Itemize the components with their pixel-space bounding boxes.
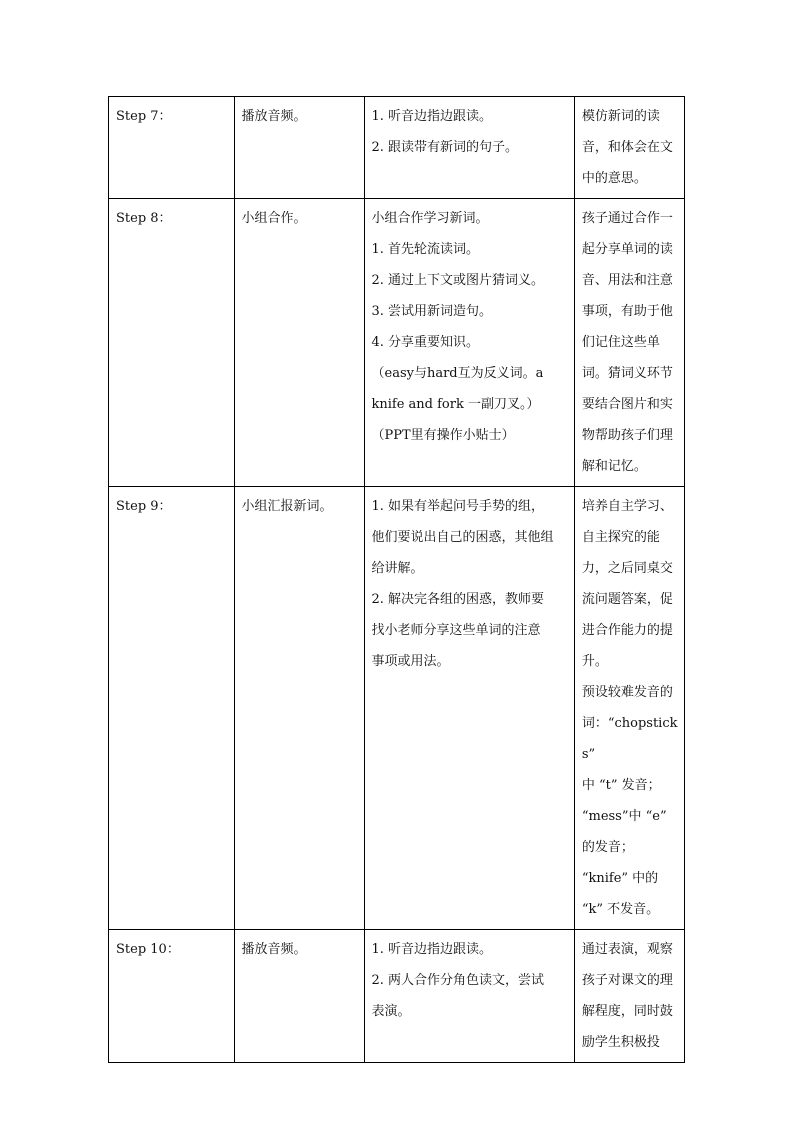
lesson-plan-body	[109, 97, 685, 1063]
purpose-line: 音，和体会在文	[581, 140, 673, 155]
detail-line: 4. 分享重要知识。	[371, 335, 480, 350]
step-cell	[109, 487, 235, 930]
detail-cell	[364, 487, 574, 930]
table-row	[109, 199, 685, 487]
purpose-line: 孩子对课文的理	[581, 973, 673, 988]
purpose-line: 事项，有助于他	[581, 304, 673, 319]
step-cell	[109, 97, 235, 199]
detail-line: 2. 两人合作分角色读文，尝试	[371, 973, 545, 988]
purpose-cell	[574, 487, 684, 930]
purpose-line: “mess”中 “e”	[581, 809, 667, 824]
purpose-cell	[574, 199, 684, 487]
purpose-line: 进合作能力的提	[581, 623, 673, 638]
detail-line: 2. 解决完各组的困惑，教师要	[371, 592, 545, 607]
purpose-line: 励学生积极投	[581, 1035, 660, 1050]
detail-line: （easy与hard互为反义词。a	[371, 366, 544, 381]
purpose-line: 力，之后同桌交	[581, 561, 673, 576]
table-row	[109, 930, 685, 1063]
detail-line: 给讲解。	[371, 561, 424, 576]
purpose-line: 孩子通过合作一	[581, 211, 673, 226]
detail-line: （PPT里有操作小贴士）	[371, 428, 515, 443]
detail-line: 他们要说出自己的困惑，其他组	[371, 530, 554, 545]
activity-cell	[234, 930, 364, 1063]
activity-text: 播放音频。	[241, 109, 307, 124]
purpose-line: 流问题答案，促	[581, 592, 673, 607]
activity-cell	[234, 97, 364, 199]
detail-line: 2. 跟读带有新词的句子。	[371, 140, 519, 155]
table-row	[109, 487, 685, 930]
step-label: Step 8：	[116, 211, 172, 226]
detail-line: 1. 首先轮流读词。	[371, 242, 480, 257]
purpose-line: 解程度，同时鼓	[581, 1004, 673, 1019]
step-cell	[109, 930, 235, 1063]
purpose-cell	[574, 97, 684, 199]
detail-line: 2. 通过上下文或图片猜词义。	[371, 273, 545, 288]
purpose-line: 中的意思。	[581, 171, 647, 186]
purpose-line: 物帮助孩子们理	[581, 428, 673, 443]
activity-text: 小组合作。	[241, 211, 307, 226]
activity-cell	[234, 199, 364, 487]
purpose-line: 要结合图片和实	[581, 397, 673, 412]
detail-cell	[364, 97, 574, 199]
step-label: Step 10：	[116, 942, 180, 957]
purpose-line: 自主探究的能	[581, 530, 660, 545]
step-cell	[109, 199, 235, 487]
purpose-line: 通过表演，观察	[581, 942, 673, 957]
detail-line: 1. 听音边指边跟读。	[371, 942, 493, 957]
purpose-line: 词：“chopsticks”	[581, 716, 678, 762]
activity-cell	[234, 487, 364, 930]
purpose-line: 起分享单词的读	[581, 242, 673, 257]
detail-line: 找小老师分享这些单词的注意	[371, 623, 541, 638]
step-label: Step 7：	[116, 109, 172, 124]
step-label: Step 9：	[116, 499, 172, 514]
purpose-line: 解和记忆。	[581, 459, 647, 474]
detail-line: 小组合作学习新词。	[371, 211, 489, 226]
lesson-plan-table	[108, 96, 685, 1063]
detail-line: 1. 听音边指边跟读。	[371, 109, 493, 124]
purpose-line: 预设较难发音的	[581, 685, 673, 700]
detail-cell	[364, 199, 574, 487]
purpose-line: 升。	[581, 654, 608, 669]
activity-text: 播放音频。	[241, 942, 307, 957]
detail-line: knife and fork 一副刀叉。）	[371, 397, 540, 412]
detail-line: 事项或用法。	[371, 654, 450, 669]
purpose-line: “k” 不发音。	[581, 902, 660, 917]
detail-line: 1. 如果有举起问号手势的组，	[371, 499, 545, 514]
purpose-line: 模仿新词的读	[581, 109, 660, 124]
table-row	[109, 97, 685, 199]
purpose-cell	[574, 930, 684, 1063]
purpose-line: 培养自主学习、	[581, 499, 673, 514]
activity-text: 小组汇报新词。	[241, 499, 333, 514]
detail-line: 表演。	[371, 1004, 411, 1019]
purpose-line: 音、用法和注意	[581, 273, 673, 288]
purpose-line: 中 “t” 发音；	[581, 778, 661, 793]
purpose-line: 的发音；	[581, 840, 634, 855]
detail-line: 3. 尝试用新词造句。	[371, 304, 493, 319]
detail-cell	[364, 930, 574, 1063]
purpose-line: 们记住这些单	[581, 335, 660, 350]
purpose-line: “knife” 中的	[581, 871, 659, 886]
purpose-line: 词。猜词义环节	[581, 366, 673, 381]
